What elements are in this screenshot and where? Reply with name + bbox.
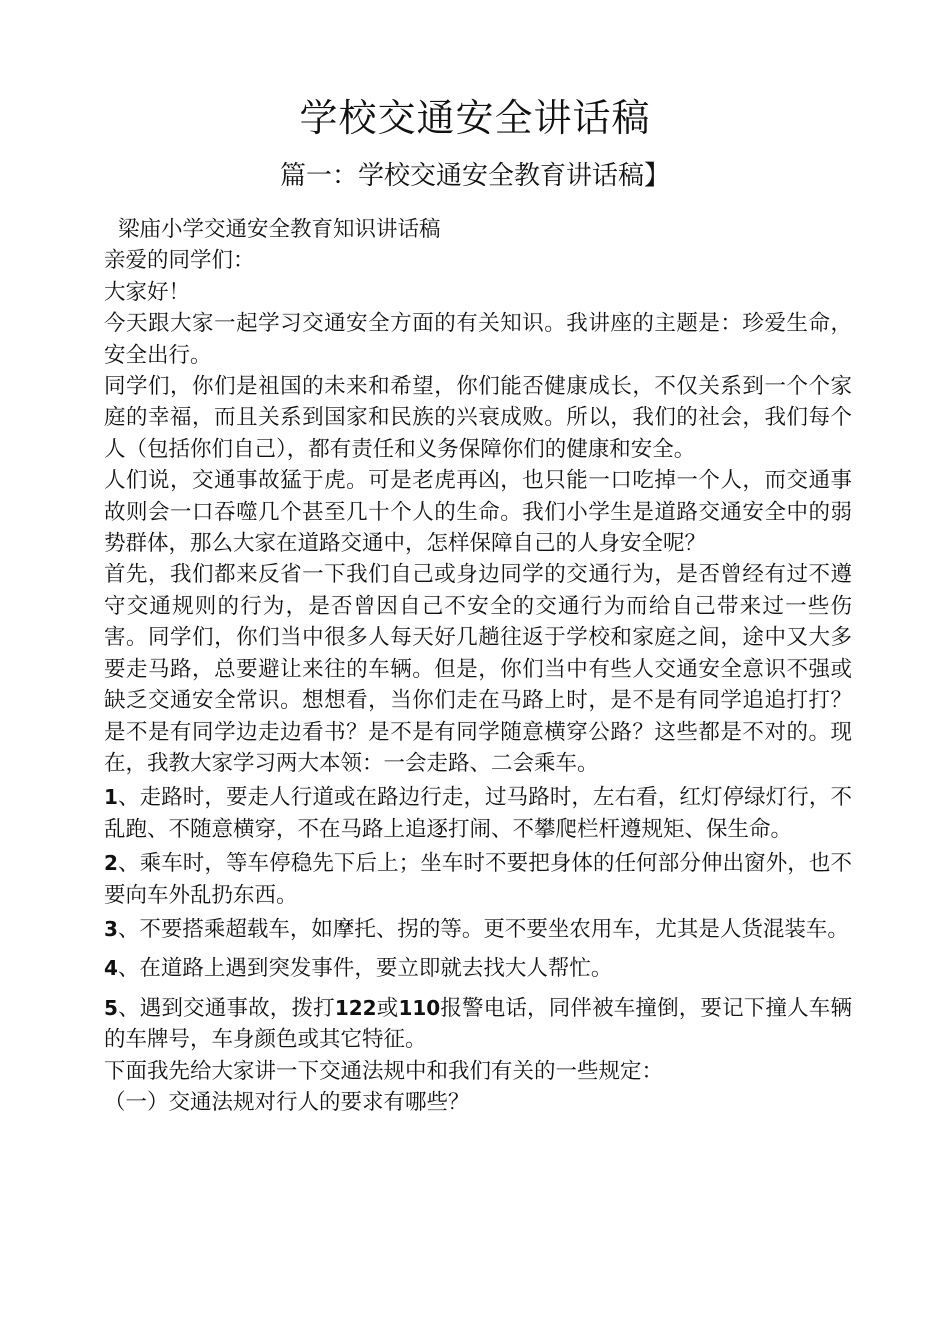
item-text: 、遇到交通事故，拨打 — [117, 995, 335, 1021]
item-text: 、乘车时，等车停稳先下后上；坐车时不要把身体的任何部分伸出窗外，也不要向车外乱扔东西。 — [104, 851, 852, 908]
list-item — [104, 914, 852, 945]
section-heading: （一）交通法规对行人的要求有哪些？ — [104, 1089, 470, 1115]
item-text: 或 — [376, 995, 399, 1021]
paragraph: 下面我先给大家讲一下交通法规中和我们有关的一些规定： — [104, 1058, 664, 1084]
item-number: 3 — [104, 916, 118, 941]
greeting-line: 大家好！ — [104, 279, 191, 305]
item-number: 4 — [104, 956, 118, 981]
document-title: 学校交通安全讲话稿 — [299, 96, 651, 140]
item-number: 5 — [104, 995, 118, 1020]
item-text: 报警电话，同伴被车撞倒，要记下撞人车辆的车牌号，车身颜色或其它特征。 — [104, 995, 852, 1053]
list-item — [104, 953, 852, 984]
paragraph: 今天跟大家一起学习交通安全方面的有关知识。我讲座的主题是：珍爱生命，安全出行。 — [104, 311, 852, 368]
list-item — [104, 993, 852, 1056]
item-number: 1 — [104, 785, 118, 810]
greeting-line: 亲爱的同学们： — [104, 248, 255, 274]
phone-number: 122 — [334, 995, 377, 1020]
document-subtitle: 篇一：学校交通安全教育讲话稿】 — [279, 161, 670, 191]
phone-number: 110 — [398, 995, 441, 1020]
paragraph: 人们说，交通事故猛于虎。可是老虎再凶，也只能一口吃掉一个人，而交通事故则会一口吞噬几个甚至几十个人的生命。我们小学生是道路交通安全中的弱势群体，那么大家在道路交通中，怎样保障自己的人身安全呢？ — [104, 468, 852, 557]
document-body — [104, 214, 852, 1118]
list-item — [104, 848, 852, 911]
speech-heading: 梁庙小学交通安全教育知识讲话稿 — [118, 217, 441, 242]
item-text: 、不要搭乘超载车，如摩托、拐的等。更不要坐农用车，尤其是人货混装车。 — [117, 916, 849, 942]
item-text: 、在道路上遇到突发事件，要立即就去找大人帮忙。 — [117, 956, 613, 982]
item-number: 2 — [104, 851, 118, 876]
paragraph: 首先，我们都来反省一下我们自己或身边同学的交通行为，是否曾经有过不遵守交通规则的行为，是否曾因自己不安全的交通行为而给自己带来过一些伤害。同学们，你们当中很多人每天好几趟往返于学校和家庭之间，途中又大多要走马路，总要避让来往的车辆。但是，你们当中有些人交通安全意识不强或缺乏交通安全常识。想想看，当你们走在马路上时，是不是有同学追追打打？是不是有同学边走边看书？是不是有同学随意横穿公路？这些都是不对的。现在，我教大家学习两大本领：一会走路、二会乘车。 — [104, 562, 852, 776]
paragraph: 同学们，你们是祖国的未来和希望，你们能否健康成长，不仅关系到一个个家庭的幸福，而且关系到国家和民族的兴衰成败。所以，我们的社会，我们每个人（包括你们自己），都有责任和义务保障你们的健康和安全。 — [104, 374, 852, 462]
item-text: 、走路时，要走人行道或在路边行走，过马路时，左右看，红灯停绿灯行，不乱跑、不随意横穿，不在马路上追逐打闹、不攀爬栏杆遵规矩、保生命。 — [104, 785, 852, 842]
list-item — [104, 782, 852, 845]
